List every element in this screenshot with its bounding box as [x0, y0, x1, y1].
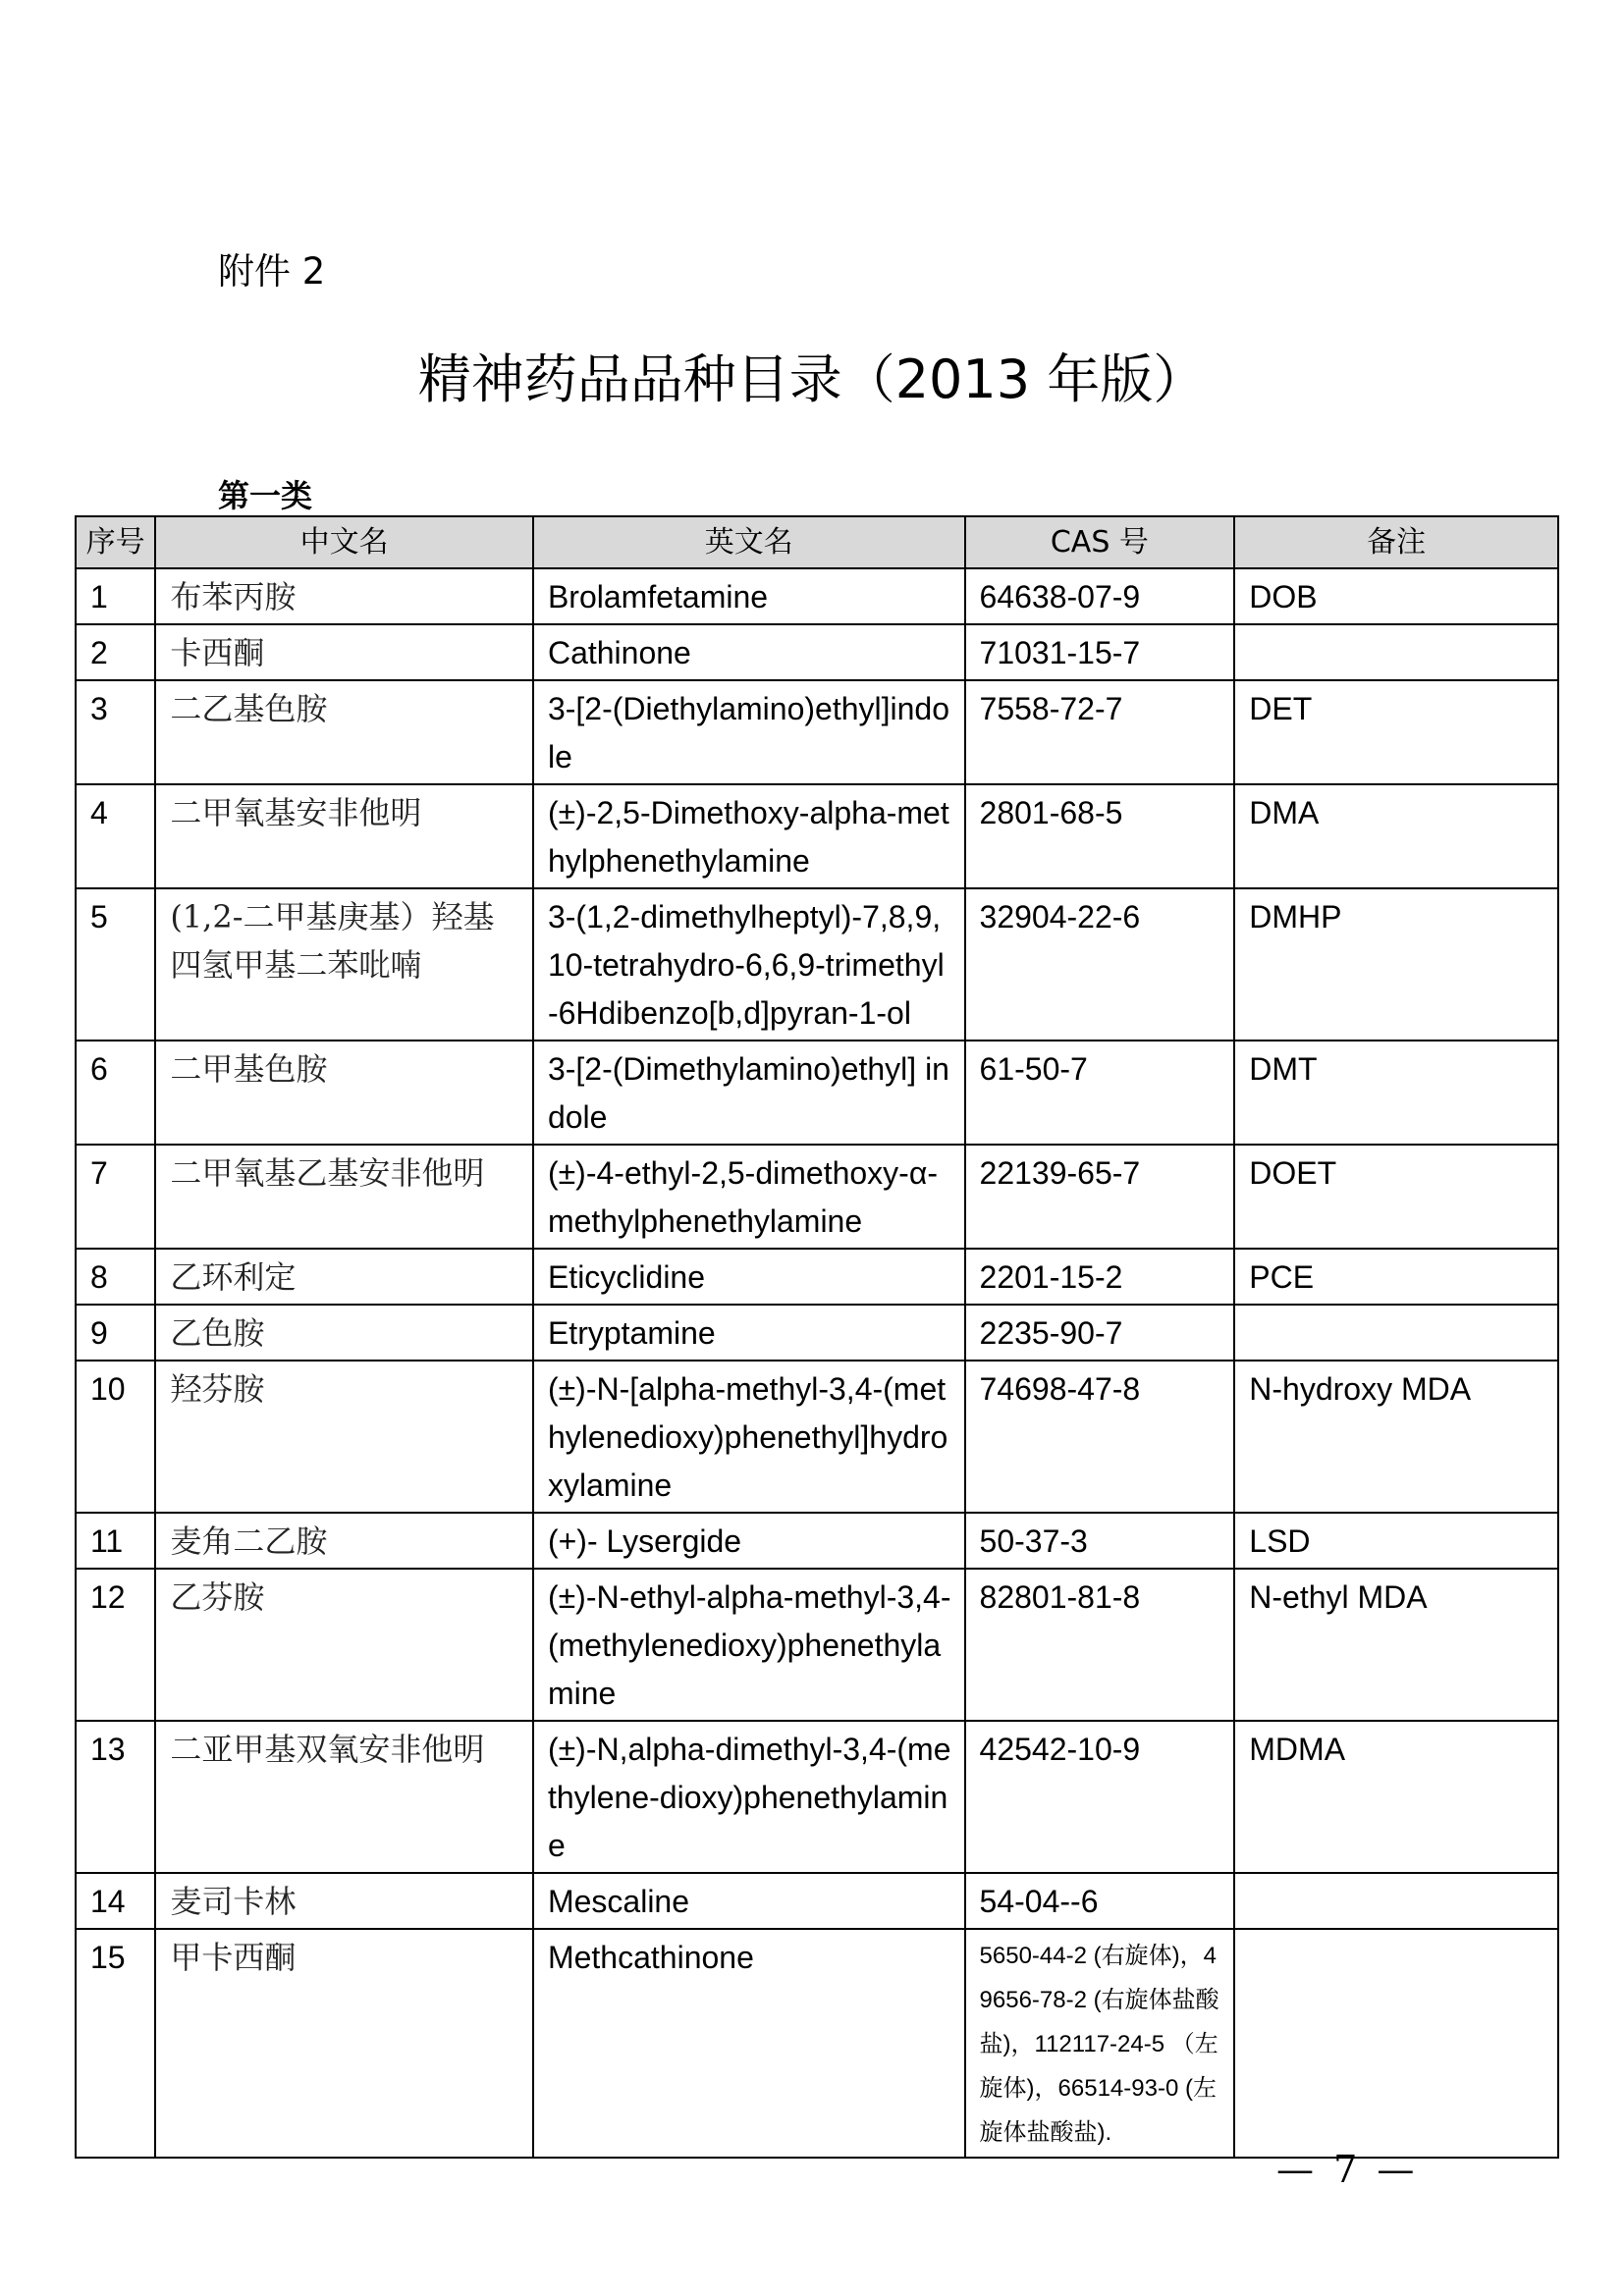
- row-number: 4: [76, 784, 155, 888]
- english-name-cell: (±)-N,alpha-dimethyl-3,4-(methylene-dioxy)phenethylamine: [533, 1721, 965, 1873]
- row-number: 13: [76, 1721, 155, 1873]
- drug-catalog-table: [75, 515, 1559, 2159]
- english-name-cell: (+)- Lysergide: [533, 1513, 965, 1569]
- note-cell: DMT: [1234, 1041, 1558, 1145]
- english-name-cell: Brolamfetamine: [533, 568, 965, 624]
- header-english-name: 英文名: [533, 516, 965, 568]
- table-row: [76, 1721, 1558, 1873]
- chinese-name-cell: 麦司卡林: [155, 1873, 533, 1929]
- note-cell: MDMA: [1234, 1721, 1558, 1873]
- row-number: 1: [76, 568, 155, 624]
- header-note: 备注: [1234, 516, 1558, 568]
- note-cell: DMHP: [1234, 888, 1558, 1041]
- note-cell: N-hydroxy MDA: [1234, 1361, 1558, 1513]
- note-cell: DOET: [1234, 1145, 1558, 1249]
- english-name-cell: Methcathinone: [533, 1929, 965, 2158]
- cas-number-cell: 50-37-3: [965, 1513, 1235, 1569]
- row-number: 5: [76, 888, 155, 1041]
- note-cell: [1234, 624, 1558, 680]
- row-number: 3: [76, 680, 155, 784]
- note-cell: DET: [1234, 680, 1558, 784]
- table-row: [76, 1513, 1558, 1569]
- note-cell: DOB: [1234, 568, 1558, 624]
- row-number: 9: [76, 1305, 155, 1361]
- cas-number-cell: 22139-65-7: [965, 1145, 1235, 1249]
- category-heading: 第一类: [218, 477, 313, 514]
- table-row: [76, 1041, 1558, 1145]
- cas-number-cell: 2201-15-2: [965, 1249, 1235, 1305]
- note-cell: LSD: [1234, 1513, 1558, 1569]
- row-number: 2: [76, 624, 155, 680]
- header-chinese-name: 中文名: [155, 516, 533, 568]
- table-header-row: [76, 516, 1558, 568]
- table-row: [76, 1305, 1558, 1361]
- cas-number-cell: 82801-81-8: [965, 1569, 1235, 1721]
- row-number: 14: [76, 1873, 155, 1929]
- english-name-cell: (±)-2,5-Dimethoxy-alpha-methylphenethylamine: [533, 784, 965, 888]
- chinese-name-cell: 乙环利定: [155, 1249, 533, 1305]
- row-number: 7: [76, 1145, 155, 1249]
- document-title: 精神药品品种目录（2013 年版）: [417, 348, 1207, 410]
- row-number: 8: [76, 1249, 155, 1305]
- table-row: [76, 1145, 1558, 1249]
- row-number: 15: [76, 1929, 155, 2158]
- cas-number-cell: 54-04--6: [965, 1873, 1235, 1929]
- english-name-cell: Cathinone: [533, 624, 965, 680]
- english-name-cell: (±)-N-ethyl-alpha-methyl-3,4-(methylenedioxy)phenethylamine: [533, 1569, 965, 1721]
- row-number: 11: [76, 1513, 155, 1569]
- chinese-name-cell: (1,2-二甲基庚基）羟基四氢甲基二苯吡喃: [155, 888, 533, 1041]
- cas-number-cell: 5650-44-2 (右旋体)，49656-78-2 (右旋体盐酸盐)，112117-24-5 （左旋体)，66514-93-0 (左旋体盐酸盐).: [965, 1929, 1235, 2158]
- header-cas: CAS 号: [965, 516, 1235, 568]
- header-no: 序号: [76, 516, 155, 568]
- table-row: [76, 680, 1558, 784]
- english-name-cell: (±)-4-ethyl-2,5-dimethoxy-α-methylphenethylamine: [533, 1145, 965, 1249]
- chinese-name-cell: 二乙基色胺: [155, 680, 533, 784]
- cas-number-cell: 71031-15-7: [965, 624, 1235, 680]
- cas-number-cell: 7558-72-7: [965, 680, 1235, 784]
- chinese-name-cell: 布苯丙胺: [155, 568, 533, 624]
- table-row: [76, 784, 1558, 888]
- table-row: [76, 888, 1558, 1041]
- english-name-cell: Etryptamine: [533, 1305, 965, 1361]
- note-cell: [1234, 1305, 1558, 1361]
- table-row: [76, 624, 1558, 680]
- chinese-name-cell: 羟芬胺: [155, 1361, 533, 1513]
- note-cell: [1234, 1929, 1558, 2158]
- chinese-name-cell: 二亚甲基双氧安非他明: [155, 1721, 533, 1873]
- english-name-cell: Eticyclidine: [533, 1249, 965, 1305]
- english-name-cell: Mescaline: [533, 1873, 965, 1929]
- english-name-cell: 3-[2-(Dimethylamino)ethyl] indole: [533, 1041, 965, 1145]
- chinese-name-cell: 卡西酮: [155, 624, 533, 680]
- chinese-name-cell: 乙色胺: [155, 1305, 533, 1361]
- note-cell: N-ethyl MDA: [1234, 1569, 1558, 1721]
- cas-number-cell: 74698-47-8: [965, 1361, 1235, 1513]
- chinese-name-cell: 甲卡西酮: [155, 1929, 533, 2158]
- english-name-cell: 3-[2-(Diethylamino)ethyl]indole: [533, 680, 965, 784]
- note-cell: [1234, 1873, 1558, 1929]
- row-number: 6: [76, 1041, 155, 1145]
- cas-number-cell: 42542-10-9: [965, 1721, 1235, 1873]
- table-row: [76, 1569, 1558, 1721]
- chinese-name-cell: 二甲基色胺: [155, 1041, 533, 1145]
- note-cell: DMA: [1234, 784, 1558, 888]
- cas-number-cell: 64638-07-9: [965, 568, 1235, 624]
- row-number: 10: [76, 1361, 155, 1513]
- note-cell: PCE: [1234, 1249, 1558, 1305]
- cas-number-cell: 2801-68-5: [965, 784, 1235, 888]
- table-row: [76, 1873, 1558, 1929]
- table-row: [76, 1249, 1558, 1305]
- table-row: [76, 1361, 1558, 1513]
- cas-number-cell: 32904-22-6: [965, 888, 1235, 1041]
- page-number: — 7 —: [1276, 2148, 1419, 2191]
- english-name-cell: 3-(1,2-dimethylheptyl)-7,8,9,10-tetrahydro-6,6,9-trimethyl-6Hdibenzo[b,d]pyran-1-ol: [533, 888, 965, 1041]
- chinese-name-cell: 麦角二乙胺: [155, 1513, 533, 1569]
- cas-number-cell: 2235-90-7: [965, 1305, 1235, 1361]
- table-row: [76, 568, 1558, 624]
- attachment-label: 附件 2: [218, 250, 326, 293]
- chinese-name-cell: 二甲氧基乙基安非他明: [155, 1145, 533, 1249]
- cas-number-cell: 61-50-7: [965, 1041, 1235, 1145]
- chinese-name-cell: 二甲氧基安非他明: [155, 784, 533, 888]
- table-row: [76, 1929, 1558, 2158]
- row-number: 12: [76, 1569, 155, 1721]
- chinese-name-cell: 乙芬胺: [155, 1569, 533, 1721]
- english-name-cell: (±)-N-[alpha-methyl-3,4-(methylenedioxy)phenethyl]hydroxylamine: [533, 1361, 965, 1513]
